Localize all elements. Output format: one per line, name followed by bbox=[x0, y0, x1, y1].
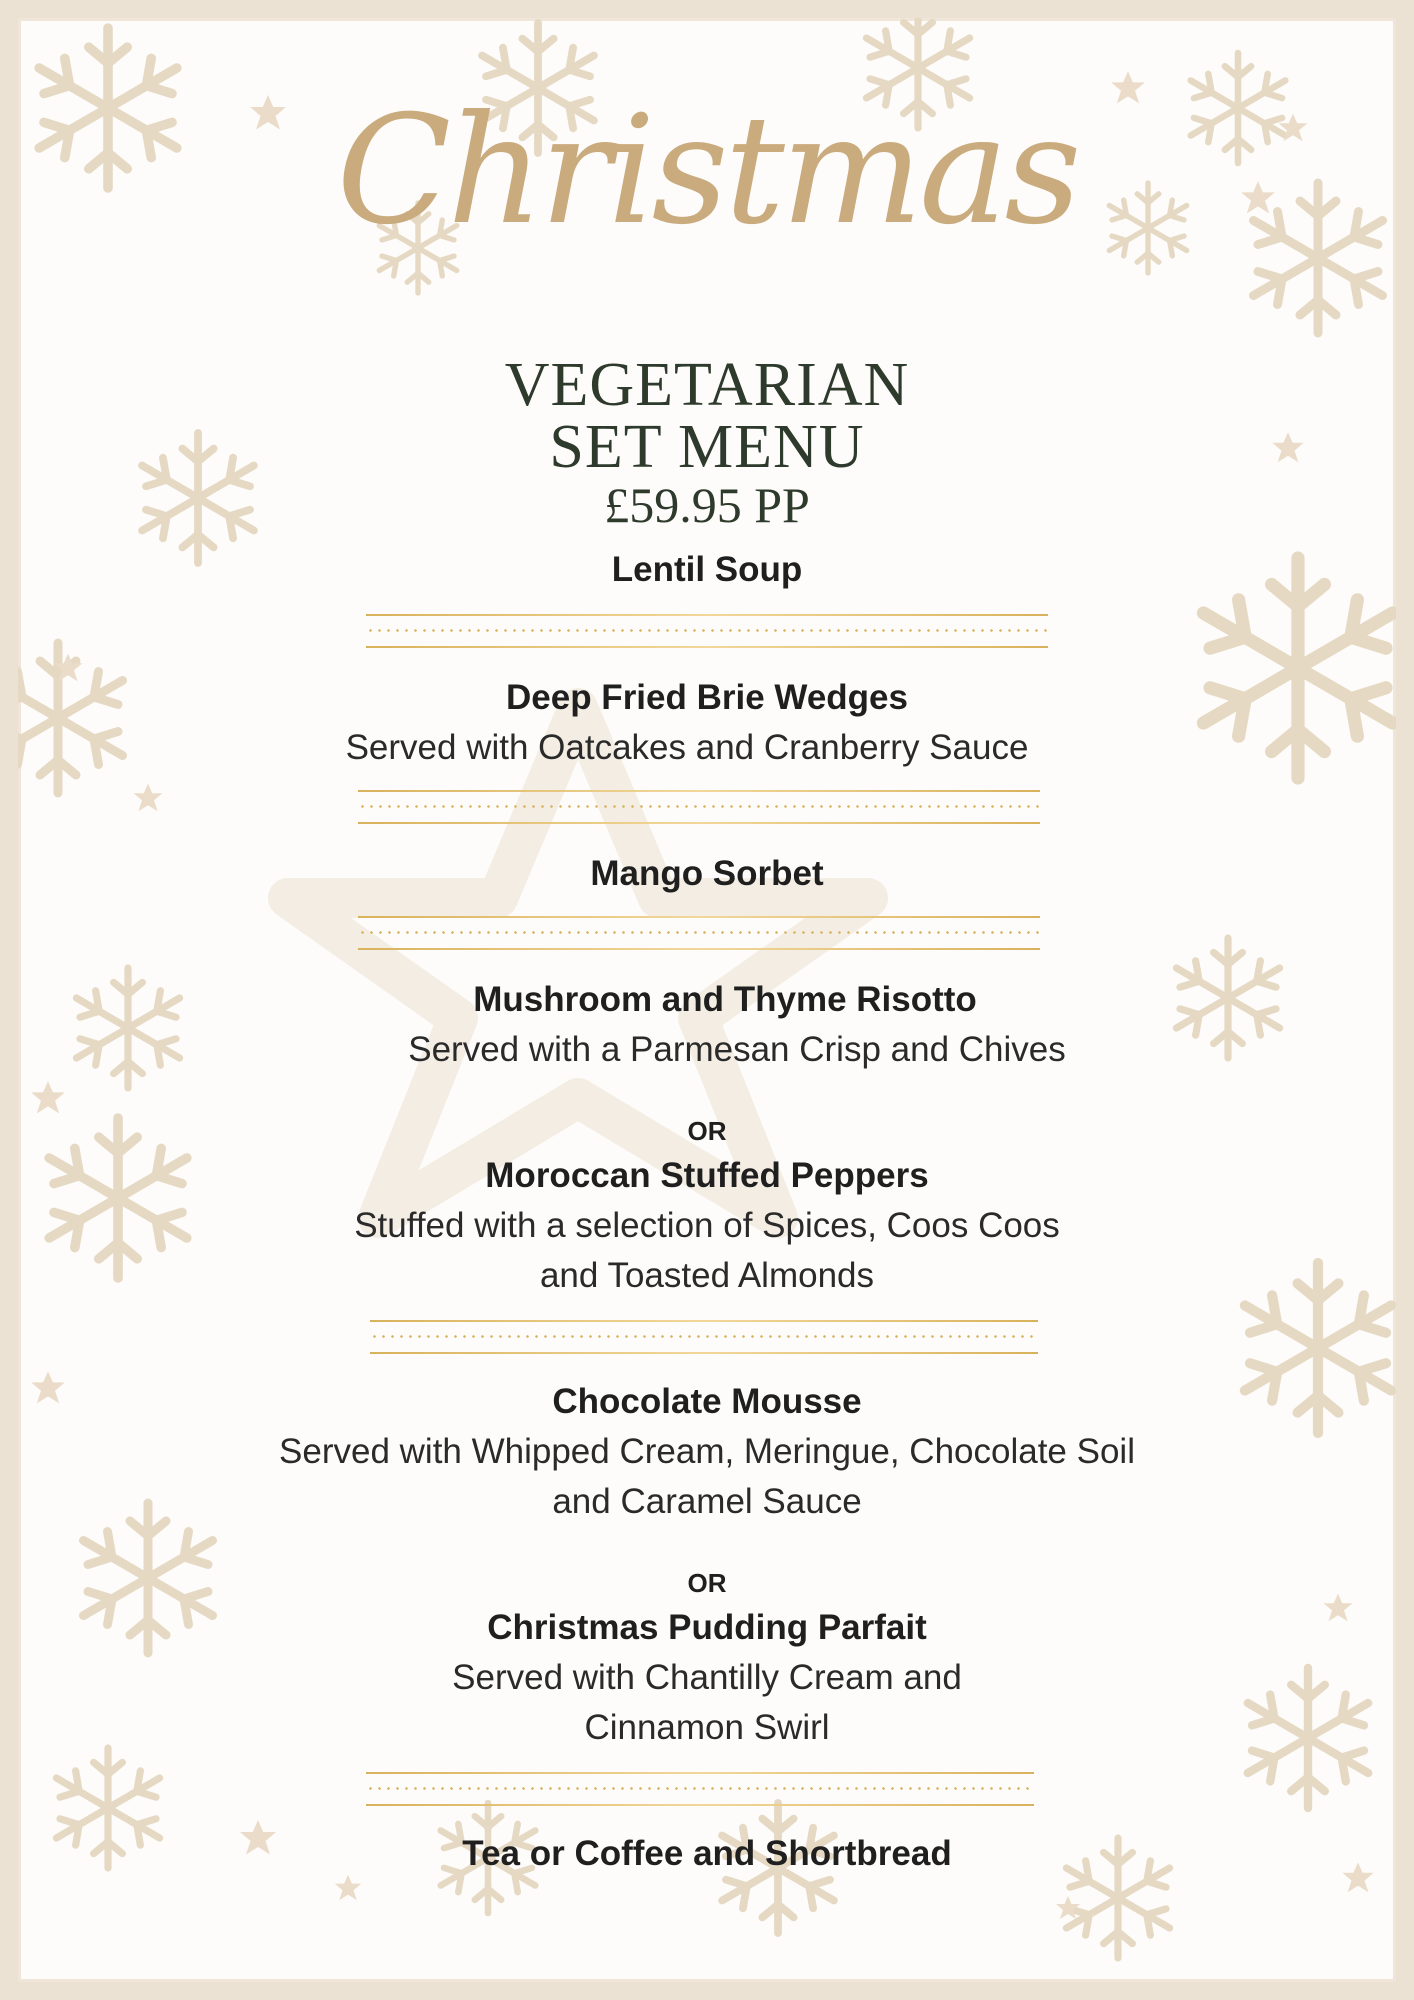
dish-chocolate-mousse-desc-line2: and Caramel Sauce bbox=[552, 1482, 862, 1521]
dish-chocolate-mousse: Chocolate Mousse bbox=[552, 1382, 862, 1421]
dish-lentil-soup: Lentil Soup bbox=[611, 550, 803, 589]
gold-divider bbox=[358, 790, 1040, 824]
or-label-desserts: OR bbox=[687, 1568, 727, 1598]
menu-content bbox=[18, 18, 1396, 1982]
dish-chocolate-mousse-desc-line1: Served with Whipped Cream, Meringue, Chocolate Soil bbox=[279, 1432, 1135, 1471]
dish-pudding-parfait-desc-line2: Cinnamon Swirl bbox=[584, 1708, 830, 1747]
gold-divider bbox=[358, 916, 1040, 950]
dish-pudding-parfait-desc-line1: Served with Chantilly Cream and bbox=[452, 1658, 962, 1697]
menu-subtitle-line1: VEGETARIAN bbox=[504, 351, 910, 419]
dish-stuffed-peppers-desc-line2: and Toasted Almonds bbox=[539, 1256, 875, 1295]
dish-tea-coffee: Tea or Coffee and Shortbread bbox=[462, 1834, 952, 1873]
dish-mango-sorbet: Mango Sorbet bbox=[590, 854, 824, 893]
gold-divider bbox=[366, 614, 1048, 648]
gold-divider bbox=[366, 1772, 1034, 1806]
dish-stuffed-peppers-desc-line1: Stuffed with a selection of Spices, Coos Coos bbox=[354, 1206, 1060, 1245]
gold-divider bbox=[370, 1320, 1038, 1354]
dish-brie-wedges: Deep Fried Brie Wedges bbox=[506, 678, 908, 717]
menu-page bbox=[18, 18, 1396, 1982]
or-label-mains: OR bbox=[687, 1116, 727, 1146]
menu-price: £59.95 PP bbox=[604, 477, 810, 533]
dish-risotto-desc: Served with a Parmesan Crisp and Chives bbox=[408, 1030, 1066, 1069]
dish-stuffed-peppers: Moroccan Stuffed Peppers bbox=[485, 1156, 929, 1195]
dish-risotto: Mushroom and Thyme Risotto bbox=[473, 980, 977, 1019]
dish-brie-wedges-desc: Served with Oatcakes and Cranberry Sauce bbox=[345, 728, 1029, 767]
menu-subtitle-line2: SET MENU bbox=[549, 413, 865, 481]
menu-script-title: Christmas bbox=[336, 84, 1078, 258]
dish-pudding-parfait: Christmas Pudding Parfait bbox=[487, 1608, 927, 1647]
